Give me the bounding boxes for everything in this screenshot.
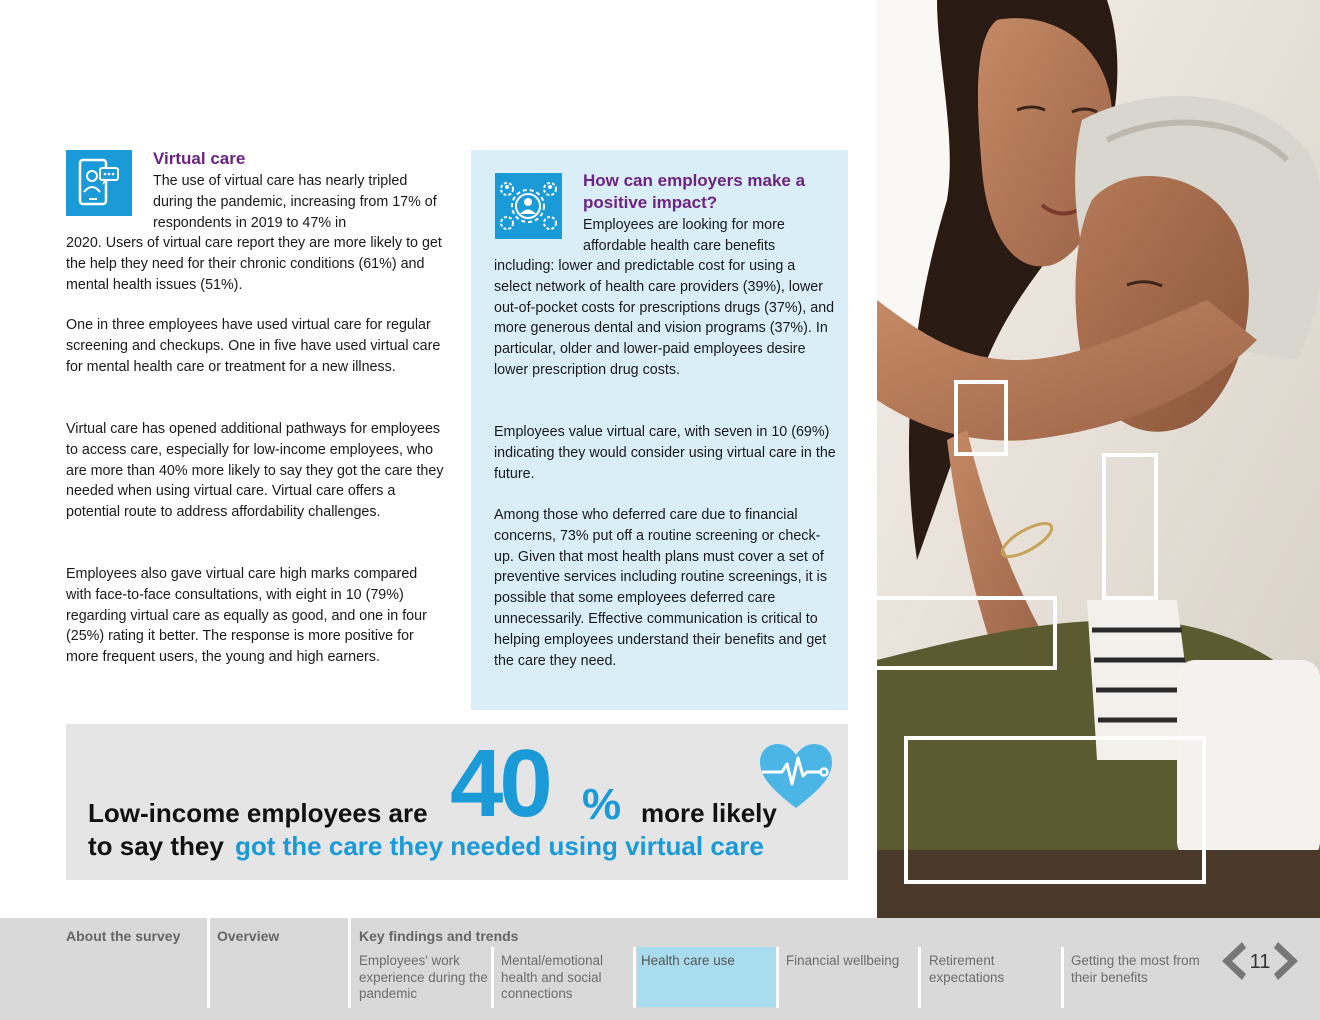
hero-photo: [877, 0, 1320, 918]
banner-line-2-start: to say they: [88, 831, 224, 861]
nav-sub-health-care-use[interactable]: Health care use: [637, 947, 776, 1007]
nav-divider: [207, 918, 210, 1008]
nav-about-the-survey[interactable]: About the survey: [66, 928, 181, 944]
banner-line-1-end: more likely: [641, 798, 777, 828]
nav-sub-divider: [491, 947, 494, 1008]
nav-sub-retirement[interactable]: Retirement expectations: [929, 953, 1005, 985]
chevron-right-icon[interactable]: [1274, 942, 1298, 980]
nav-sub-mental-health[interactable]: Mental/emotional health and social connections: [501, 953, 603, 1001]
employers-paragraph-1-start: Employees are looking for more affordable health care benefits: [583, 217, 785, 254]
banner-line-2-highlight: got the care they needed using virtual care: [235, 831, 764, 861]
virtual-care-paragraph-4: Employees also gave virtual care high marks compared with face-to-face consultations, with eight in 10 (79%) regarding virtual care as equally as good, and one in four (25%) rating it better. The response is more positive for more frequent users, the young and high earners.: [66, 566, 427, 666]
nav-sub-divider: [1061, 947, 1064, 1008]
nav-sub-divider: [633, 947, 636, 1008]
nav-sub-divider: [776, 947, 779, 1008]
page-number: 11: [1249, 951, 1271, 973]
nav-sub-divider: [918, 947, 921, 1008]
nav-sub-financial-wellbeing[interactable]: Financial wellbeing: [786, 953, 900, 968]
gears-people-icon: [495, 173, 562, 239]
virtual-care-paragraph-1-end: 2020. Users of virtual care report they are more likely to get the help they need for their chronic conditions (61%) and mental health issues (51%).: [66, 235, 442, 293]
virtual-care-icon: [66, 150, 132, 216]
employers-paragraph-1-end: including: lower and predictable cost for using a select network of health care providers (39%), lower out-of-pocket costs for prescriptions drugs (37%), and more generous dental and vision programs (37%). In particular, older and lower-paid employees desire lower prescription drug costs.: [494, 258, 835, 378]
banner-line-1-start: Low-income employees are: [88, 798, 428, 828]
nav-sub-benefits[interactable]: Getting the most from their benefits: [1071, 953, 1200, 985]
nav-sub-work-experience[interactable]: Employees' work experience during the pandemic: [359, 953, 488, 1001]
virtual-care-paragraph-3: Virtual care has opened additional pathways for employees to access care, especially for low-income employees, who are more than 40% more likely to say they got the care they needed when using virtual care. Virtual care offers a potential route to address affordability challenges.: [66, 421, 444, 521]
nav-overview[interactable]: Overview: [217, 928, 280, 944]
virtual-care-paragraph-1-start: The use of virtual care has nearly tripled during the pandemic, increasing from 17% of respondents in 2019 to 47% in: [153, 173, 437, 231]
employers-paragraph-3: Among those who deferred care due to financial concerns, 73% put off a routine screening or check-up. Given that most health plans must cover a set of preventive services including routine screenings, it is possible that some employees deferred care unnecessarily. Effective communication is critical to helping employees understand their benefits and get the care they need.: [494, 507, 827, 669]
virtual-care-paragraph-2: One in three employees have used virtual care for regular screening and checkups. One in five have used virtual care for mental health care or treatment for a new illness.: [66, 317, 441, 375]
nav-key-findings[interactable]: Key findings and trends: [359, 928, 519, 944]
nav-divider: [348, 918, 351, 1008]
chevron-left-icon[interactable]: [1222, 942, 1246, 980]
banner-percent-sign: %: [582, 780, 622, 829]
banner-big-number: 40: [450, 730, 549, 837]
virtual-care-title: Virtual care: [153, 149, 246, 168]
heart-pulse-icon: [758, 742, 834, 810]
employers-paragraph-2: Employees value virtual care, with seven in 10 (69%) indicating they would consider using virtual care in the future.: [494, 424, 836, 482]
employers-title: How can employers make a positive impact?: [583, 171, 806, 212]
